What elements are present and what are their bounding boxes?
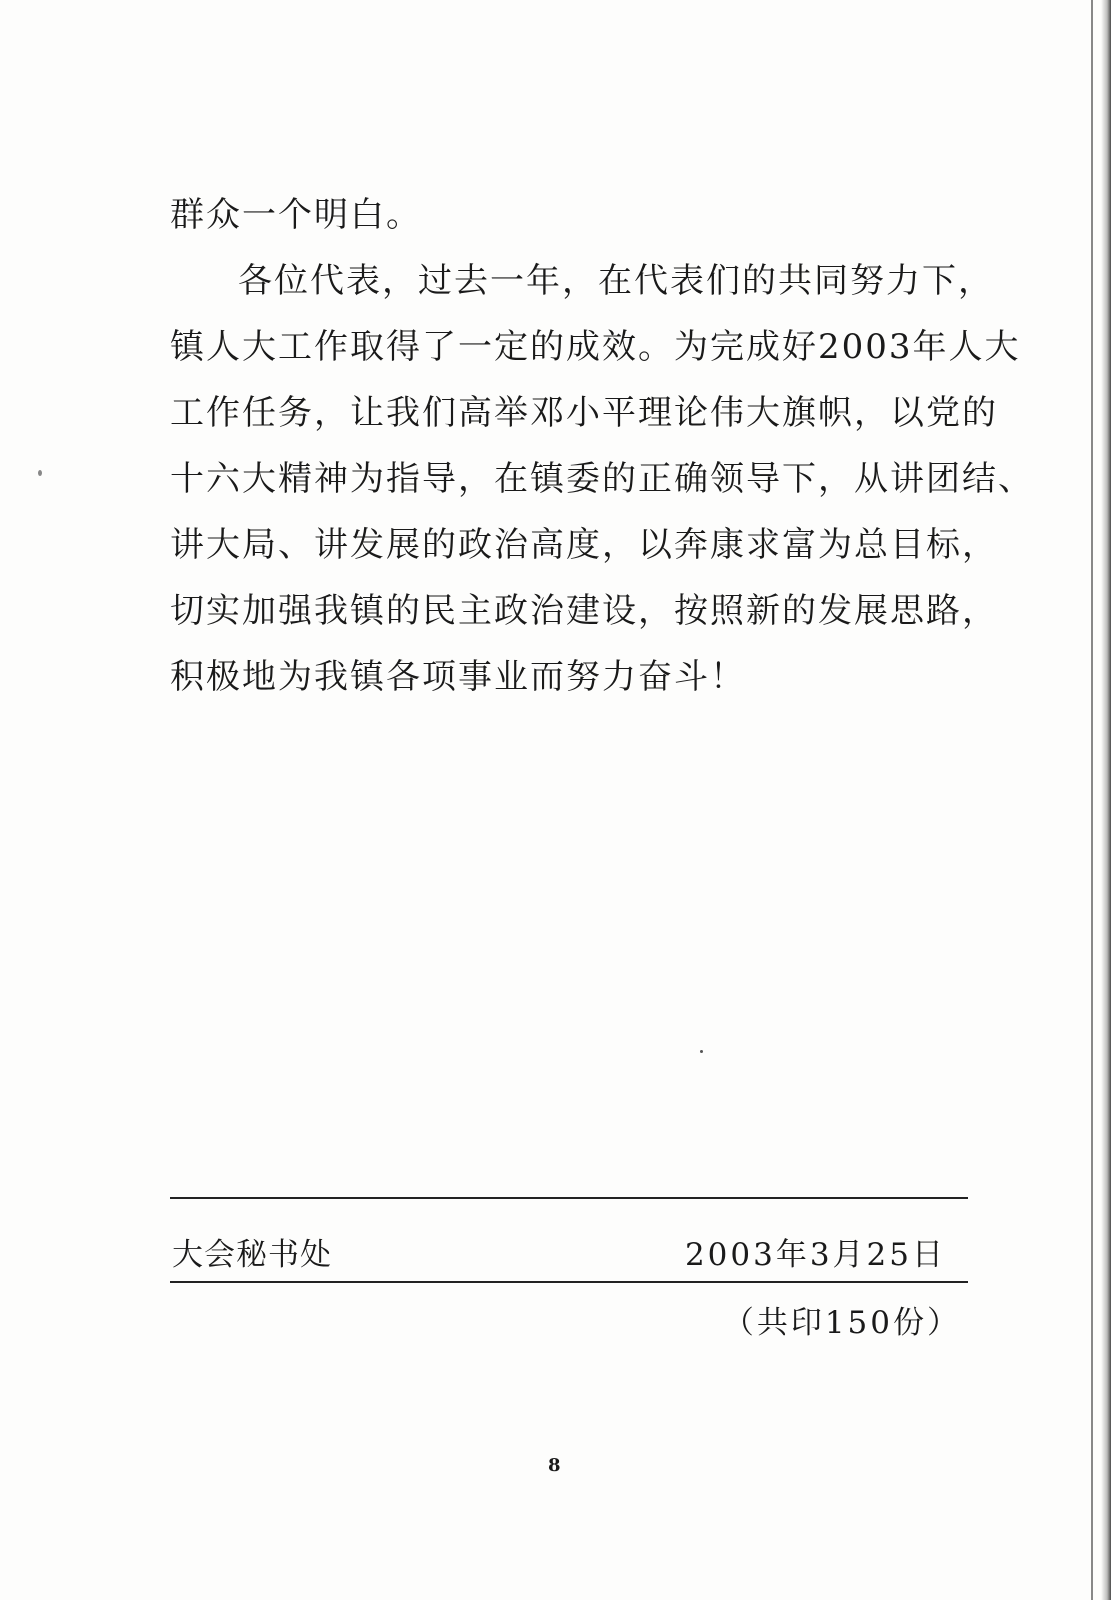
body-line: 各位代表，过去一年，在代表们的共同努力下， [238,261,994,301]
page-number: 8 [548,1455,561,1476]
scan-speck [700,1050,703,1053]
body-line: 十六大精神为指导，在镇委的正确领导下，从讲团结、 [170,459,1034,499]
body-text [170,182,1034,710]
scan-edge-shadow [1101,0,1111,1600]
issuer-text: 大会秘书处 [172,1237,332,1273]
body-line: 工作任务，让我们高举邓小平理论伟大旗帜，以党的 [170,393,998,433]
body-line: 积极地为我镇各项事业而努力奋斗！ [170,657,746,697]
scan-speck [38,470,42,476]
date-text: 2003年3月25日 [684,1237,946,1273]
body-line: 切实加强我镇的民主政治建设，按照新的发展思路， [170,591,998,631]
footer-divider [170,1197,968,1199]
footer-row [170,1235,968,1283]
body-line: 讲大局、讲发展的政治高度，以奔康求富为总目标， [170,525,998,565]
print-copies-note: （共印150份） [722,1305,961,1341]
body-line: 镇人大工作取得了一定的成效。为完成好2003年人大 [170,327,1021,367]
body-line: 群众一个明白。 [170,195,422,235]
scan-edge-line [1091,0,1093,1600]
